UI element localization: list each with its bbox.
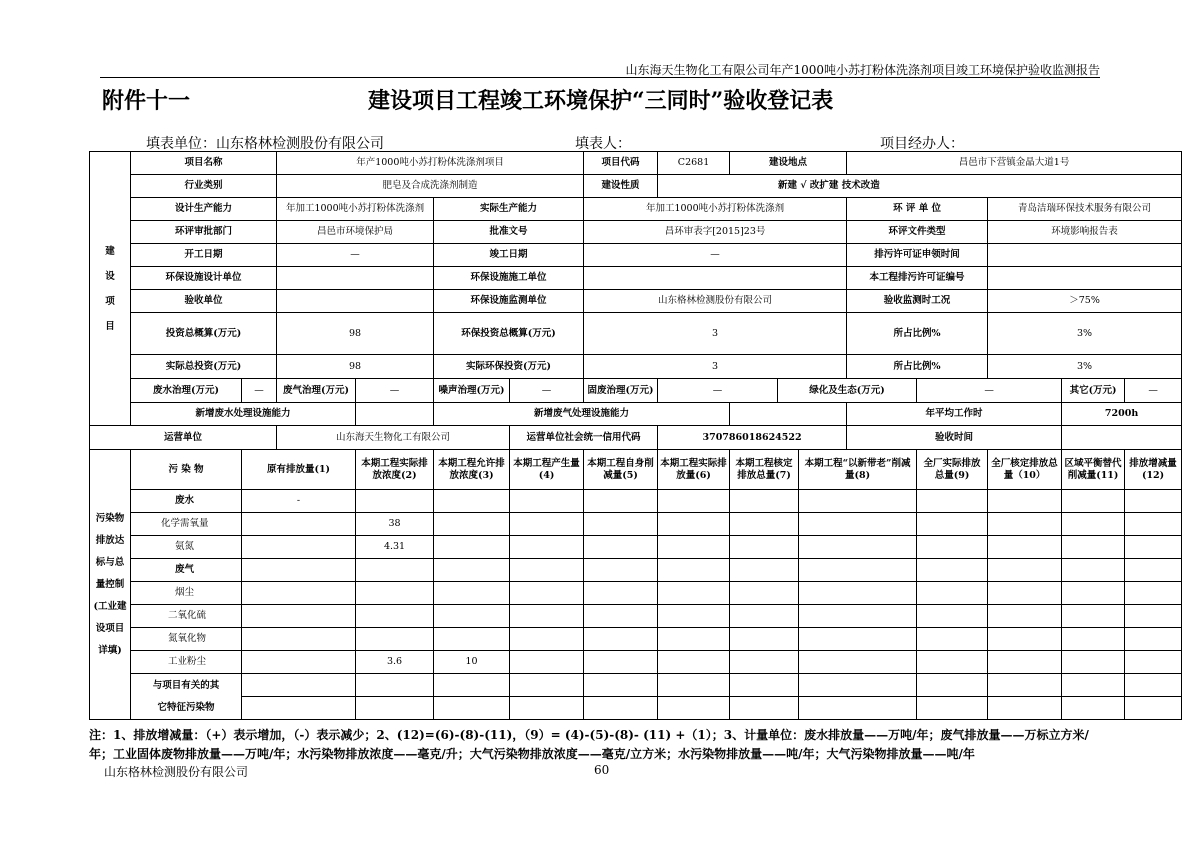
value-ratio-1: 3% [988, 313, 1182, 355]
pollutant-name: 工业粉尘 [131, 651, 242, 674]
label-ratio-2: 所占比例% [847, 355, 988, 379]
cell-c12 [1125, 582, 1182, 605]
annex-label: 附件十一 [102, 88, 191, 114]
value-nature: 新建 √ 改扩建 技术改造 [658, 175, 1182, 198]
cell-c8 [799, 536, 917, 559]
cell-c1 [242, 697, 356, 720]
side-label-pollutant [90, 450, 131, 720]
cell-c12 [1125, 697, 1182, 720]
cell-c8 [799, 559, 917, 582]
cell-c5 [584, 536, 658, 559]
value-start-date: — [277, 244, 434, 267]
cell-c12 [1125, 674, 1182, 697]
value-project-name: 年产1000吨小苏打粉体洗涤剂项目 [277, 152, 584, 175]
pollutant-name: 二氧化硫 [131, 605, 242, 628]
cell-c1 [242, 559, 356, 582]
pollutant-row [90, 490, 1182, 513]
cell-c10 [988, 582, 1062, 605]
label-monitor-unit: 环保设施监测单位 [434, 290, 584, 313]
value-eia-unit: 青岛洁瑞环保技术服务有限公司 [988, 198, 1182, 221]
pollutant-row [90, 559, 1182, 582]
cell-c5 [584, 605, 658, 628]
value-project-code: C2681 [658, 152, 730, 175]
cell-c10 [988, 490, 1062, 513]
cell-c11 [1062, 651, 1125, 674]
pollutant-row [90, 582, 1182, 605]
cell-c6 [658, 513, 730, 536]
pollutant-row [90, 513, 1182, 536]
value-noise-mgmt: — [510, 379, 584, 403]
cell-c2 [356, 605, 434, 628]
cell-c2: 4.31 [356, 536, 434, 559]
label-industry: 行业类别 [131, 175, 277, 198]
value-eia-doc-type: 环境影响报告表 [988, 221, 1182, 244]
cell-c10 [988, 628, 1062, 651]
value-ratio-2: 3% [988, 355, 1182, 379]
cell-c10 [988, 697, 1062, 720]
footer-company: 山东格林检测股份有限公司 [104, 765, 249, 779]
label-start-date: 开工日期 [131, 244, 277, 267]
cell-c7 [730, 674, 799, 697]
label-location: 建设地点 [730, 152, 847, 175]
value-acceptance-time [1062, 426, 1182, 450]
cell-c5 [584, 651, 658, 674]
page-number: 60 [594, 763, 610, 777]
label-credit-code: 运营单位社会统一信用代码 [510, 426, 658, 450]
cell-c7 [730, 490, 799, 513]
cell-c4 [510, 513, 584, 536]
label-actual-env: 实际环保投资(万元) [434, 355, 584, 379]
cell-c9 [917, 674, 988, 697]
cell-c11 [1062, 536, 1125, 559]
cell-c2 [356, 697, 434, 720]
label-wastewater-mgmt: 废水治理(万元) [131, 379, 242, 403]
cell-c10 [988, 605, 1062, 628]
cell-c11 [1062, 582, 1125, 605]
side-char: 建 [105, 245, 115, 257]
side-char: 项 [105, 295, 115, 307]
cell-c3 [434, 559, 510, 582]
cell-c8 [799, 674, 917, 697]
value-green: — [917, 379, 1062, 403]
label-eia-unit: 环 评 单 位 [847, 198, 988, 221]
cell-c3 [434, 582, 510, 605]
cell-c7 [730, 513, 799, 536]
label-design-capacity: 设计生产能力 [131, 198, 277, 221]
label-solid-mgmt: 固废治理(万元) [584, 379, 658, 403]
label-permit-no: 本工程排污许可证编号 [847, 267, 988, 290]
side-line: 标与总 [95, 556, 125, 568]
header-divider [100, 77, 1100, 78]
cell-c10 [988, 536, 1062, 559]
label-facility-construct: 环保设施施工单位 [434, 267, 584, 290]
pollutant-row [90, 651, 1182, 674]
cell-c3 [434, 697, 510, 720]
pollutant-name: 废水 [131, 490, 242, 513]
cell-c10 [988, 674, 1062, 697]
pollutant-row [90, 628, 1182, 651]
label-actual-capacity: 实际生产能力 [434, 198, 584, 221]
page-title: 建设项目工程竣工环境保护“三同时”验收登记表 [368, 88, 834, 114]
label-project-code: 项目代码 [584, 152, 658, 175]
cell-c12 [1125, 559, 1182, 582]
cell-c5 [584, 582, 658, 605]
value-other: — [1125, 379, 1182, 403]
cell-c1 [242, 674, 356, 697]
label-eia-dept: 环评审批部门 [131, 221, 277, 244]
col-header-2: 本期工程实际排放浓度(2) [356, 450, 434, 490]
cell-c3 [434, 605, 510, 628]
value-monitor-unit: 山东格林检测股份有限公司 [584, 290, 847, 313]
cell-c4 [510, 605, 584, 628]
cell-c11 [1062, 513, 1125, 536]
pollutant-row [90, 697, 1182, 720]
col-header-8: 本期工程“以新带老”削减量(8) [799, 450, 917, 490]
cell-c4 [510, 559, 584, 582]
cell-c8 [799, 651, 917, 674]
cell-c2: 3.6 [356, 651, 434, 674]
value-facility-design [277, 267, 434, 290]
cell-c8 [799, 628, 917, 651]
cell-c1 [242, 582, 356, 605]
value-facility-construct [584, 267, 847, 290]
label-annual-hours: 年平均工作时 [847, 403, 1062, 426]
cell-c12 [1125, 628, 1182, 651]
cell-c8 [799, 697, 917, 720]
col-header-7: 本期工程核定排放总量(7) [730, 450, 799, 490]
value-env-budget: 3 [584, 313, 847, 355]
label-waste-gas-mgmt: 废气治理(万元) [277, 379, 356, 403]
cell-c7 [730, 582, 799, 605]
cell-c7 [730, 536, 799, 559]
value-approval-no: 昌环审表字[2015]23号 [584, 221, 847, 244]
col-header-10: 全厂核定排放总量（10） [988, 450, 1062, 490]
value-operator: 山东海天生物化工有限公司 [277, 426, 510, 450]
cell-c6 [658, 651, 730, 674]
pollutant-name: 氨氮 [131, 536, 242, 559]
value-actual-env: 3 [584, 355, 847, 379]
value-permit-no [988, 267, 1182, 290]
value-credit-code: 370786018624522 [658, 426, 847, 450]
cell-c5 [584, 697, 658, 720]
cell-c1 [242, 605, 356, 628]
value-new-gas [730, 403, 847, 426]
cell-c9 [917, 513, 988, 536]
cell-c2 [356, 582, 434, 605]
cell-c7 [730, 651, 799, 674]
cell-c6 [658, 697, 730, 720]
col-header-5: 本期工程自身削减量(5) [584, 450, 658, 490]
other-pollutant-line2: 它特征污染物 [157, 701, 215, 713]
label-approval-no: 批准文号 [434, 221, 584, 244]
cell-c5 [584, 628, 658, 651]
filler: 填表人： [575, 136, 631, 152]
cell-c12 [1125, 513, 1182, 536]
cell-c6 [658, 628, 730, 651]
side-char: 目 [105, 320, 115, 332]
value-permit-date [988, 244, 1182, 267]
cell-c7 [730, 697, 799, 720]
table-notes: 注：1、排放增减量：（+）表示增加，（-）表示减少；2、(12)=(6)-(8)-(11)，（9）= (4)-(5)-(8)- (11) +（1）；3、计量单位：废水排放量——万吨/年；废气排放量——万标立方米/年；工业固体废物排放量——万吨/年；水污染物排放浓度——毫克/升；大气污染物排放浓度——毫克/立方米；水污染物排放量——吨/年；大气污染物排放量——吨/年 [89, 728, 1089, 761]
cell-c7 [730, 605, 799, 628]
cell-c9 [917, 697, 988, 720]
cell-c8 [799, 582, 917, 605]
col-header-4: 本期工程产生量(4) [510, 450, 584, 490]
side-char: 设 [105, 270, 115, 282]
cell-c5 [584, 513, 658, 536]
label-new-water: 新增废水处理设施能力 [131, 403, 356, 426]
cell-c12 [1125, 536, 1182, 559]
cell-c10 [988, 559, 1062, 582]
value-budget-total: 98 [277, 313, 434, 355]
cell-c1 [242, 536, 356, 559]
col-header-3: 本期工程允许排放浓度(3) [434, 450, 510, 490]
cell-c4 [510, 536, 584, 559]
cell-c4 [510, 628, 584, 651]
label-operator: 运营单位 [90, 426, 277, 450]
cell-c11 [1062, 605, 1125, 628]
value-actual-total: 98 [277, 355, 434, 379]
label-actual-total: 实际总投资(万元) [131, 355, 277, 379]
value-new-water [356, 403, 434, 426]
label-eia-doc-type: 环评文件类型 [847, 221, 988, 244]
label-green: 绿化及生态(万元) [778, 379, 917, 403]
value-solid-mgmt: — [658, 379, 778, 403]
cell-c1: - [242, 490, 356, 513]
label-nature: 建设性质 [584, 175, 658, 198]
pollutant-header: 污 染 物 [131, 450, 242, 490]
label-other: 其它(万元) [1062, 379, 1125, 403]
cell-c3 [434, 628, 510, 651]
label-project-name: 项目名称 [131, 152, 277, 175]
fill-unit: 填表单位：山东格林检测股份有限公司 [146, 136, 384, 152]
cell-c12 [1125, 651, 1182, 674]
cell-c6 [658, 536, 730, 559]
value-completion-date: — [584, 244, 847, 267]
col-header-12: 排放增减量(12) [1125, 450, 1182, 490]
report-header: 山东海天生物化工有限公司年产1000吨小苏打粉体洗涤剂项目竣工环境保护验收监测报告 [625, 63, 1100, 77]
side-label-project [90, 152, 131, 426]
cell-c9 [917, 582, 988, 605]
cell-c9 [917, 490, 988, 513]
label-budget-total: 投资总概算(万元) [131, 313, 277, 355]
value-annual-hours: 7200h [1062, 403, 1182, 426]
side-line: 设项目 [95, 622, 125, 634]
side-line: 排放达 [95, 534, 125, 546]
cell-c6 [658, 490, 730, 513]
cell-c11 [1062, 697, 1125, 720]
cell-c6 [658, 605, 730, 628]
label-facility-design: 环保设施设计单位 [131, 267, 277, 290]
col-header-9: 全厂实际排放总量(9) [917, 450, 988, 490]
cell-c4 [510, 651, 584, 674]
label-permit-date: 排污许可证申领时间 [847, 244, 988, 267]
cell-c5 [584, 559, 658, 582]
cell-c7 [730, 628, 799, 651]
col-header-11: 区域平衡替代削减量(11) [1062, 450, 1125, 490]
side-line: 污染物 [95, 512, 125, 524]
cell-c2 [356, 628, 434, 651]
label-monitor-condition: 验收监测时工况 [847, 290, 988, 313]
value-design-capacity: 年加工1000吨小苏打粉体洗涤剂 [277, 198, 434, 221]
cell-c9 [917, 559, 988, 582]
cell-c9 [917, 605, 988, 628]
col-header-6: 本期工程实际排放量(6) [658, 450, 730, 490]
value-location: 昌邑市下营镇金晶大道1号 [847, 152, 1182, 175]
value-monitor-condition: ＞75% [988, 290, 1182, 313]
cell-c7 [730, 559, 799, 582]
cell-c3 [434, 674, 510, 697]
col-header-1: 原有排放量(1) [242, 450, 356, 490]
cell-c11 [1062, 490, 1125, 513]
cell-c3 [434, 536, 510, 559]
cell-c1 [242, 628, 356, 651]
cell-c8 [799, 513, 917, 536]
cell-c5 [584, 674, 658, 697]
value-wastewater-mgmt: — [242, 379, 277, 403]
value-actual-capacity: 年加工1000吨小苏打粉体洗涤剂 [584, 198, 847, 221]
cell-c11 [1062, 628, 1125, 651]
cell-c3 [434, 490, 510, 513]
side-line: 详填) [98, 644, 122, 656]
cell-c11 [1062, 559, 1125, 582]
cell-c6 [658, 559, 730, 582]
cell-c4 [510, 490, 584, 513]
cell-c3: 10 [434, 651, 510, 674]
cell-c3 [434, 513, 510, 536]
pollutant-row [90, 605, 1182, 628]
pollutant-name: 氮氧化物 [131, 628, 242, 651]
cell-c8 [799, 490, 917, 513]
pollutant-name: 化学需氧量 [131, 513, 242, 536]
side-line: (工业建 [93, 600, 127, 612]
label-ratio-1: 所占比例% [847, 313, 988, 355]
cell-c4 [510, 697, 584, 720]
cell-c2 [356, 674, 434, 697]
cell-c4 [510, 674, 584, 697]
project-manager: 项目经办人： [880, 136, 964, 152]
cell-c11 [1062, 674, 1125, 697]
pollutant-name: 废气 [131, 559, 242, 582]
cell-c2 [356, 559, 434, 582]
cell-c2: 38 [356, 513, 434, 536]
pollutant-row [90, 674, 1182, 697]
other-pollutant-line1: 与项目有关的其 [152, 679, 220, 691]
label-new-gas: 新增废气处理设施能力 [434, 403, 730, 426]
cell-c9 [917, 536, 988, 559]
cell-c6 [658, 582, 730, 605]
cell-c8 [799, 605, 917, 628]
label-noise-mgmt: 噪声治理(万元) [434, 379, 510, 403]
registration-table [89, 151, 1182, 720]
value-acceptance-unit [277, 290, 434, 313]
pollutant-row [90, 536, 1182, 559]
cell-c1 [242, 513, 356, 536]
label-env-budget: 环保投资总概算(万元) [434, 313, 584, 355]
label-acceptance-unit: 验收单位 [131, 290, 277, 313]
label-acceptance-time: 验收时间 [847, 426, 1062, 450]
value-industry: 肥皂及合成洗涤剂制造 [277, 175, 584, 198]
cell-c6 [658, 674, 730, 697]
cell-c9 [917, 628, 988, 651]
value-eia-dept: 昌邑市环境保护局 [277, 221, 434, 244]
cell-c10 [988, 513, 1062, 536]
cell-c4 [510, 582, 584, 605]
cell-c12 [1125, 605, 1182, 628]
cell-c1 [242, 651, 356, 674]
cell-c5 [584, 490, 658, 513]
pollutant-name-other [131, 674, 242, 720]
cell-c10 [988, 651, 1062, 674]
cell-c12 [1125, 490, 1182, 513]
cell-c2 [356, 490, 434, 513]
value-waste-gas-mgmt: — [356, 379, 434, 403]
pollutant-name: 烟尘 [131, 582, 242, 605]
side-line: 量控制 [95, 578, 125, 590]
cell-c9 [917, 651, 988, 674]
label-completion-date: 竣工日期 [434, 244, 584, 267]
